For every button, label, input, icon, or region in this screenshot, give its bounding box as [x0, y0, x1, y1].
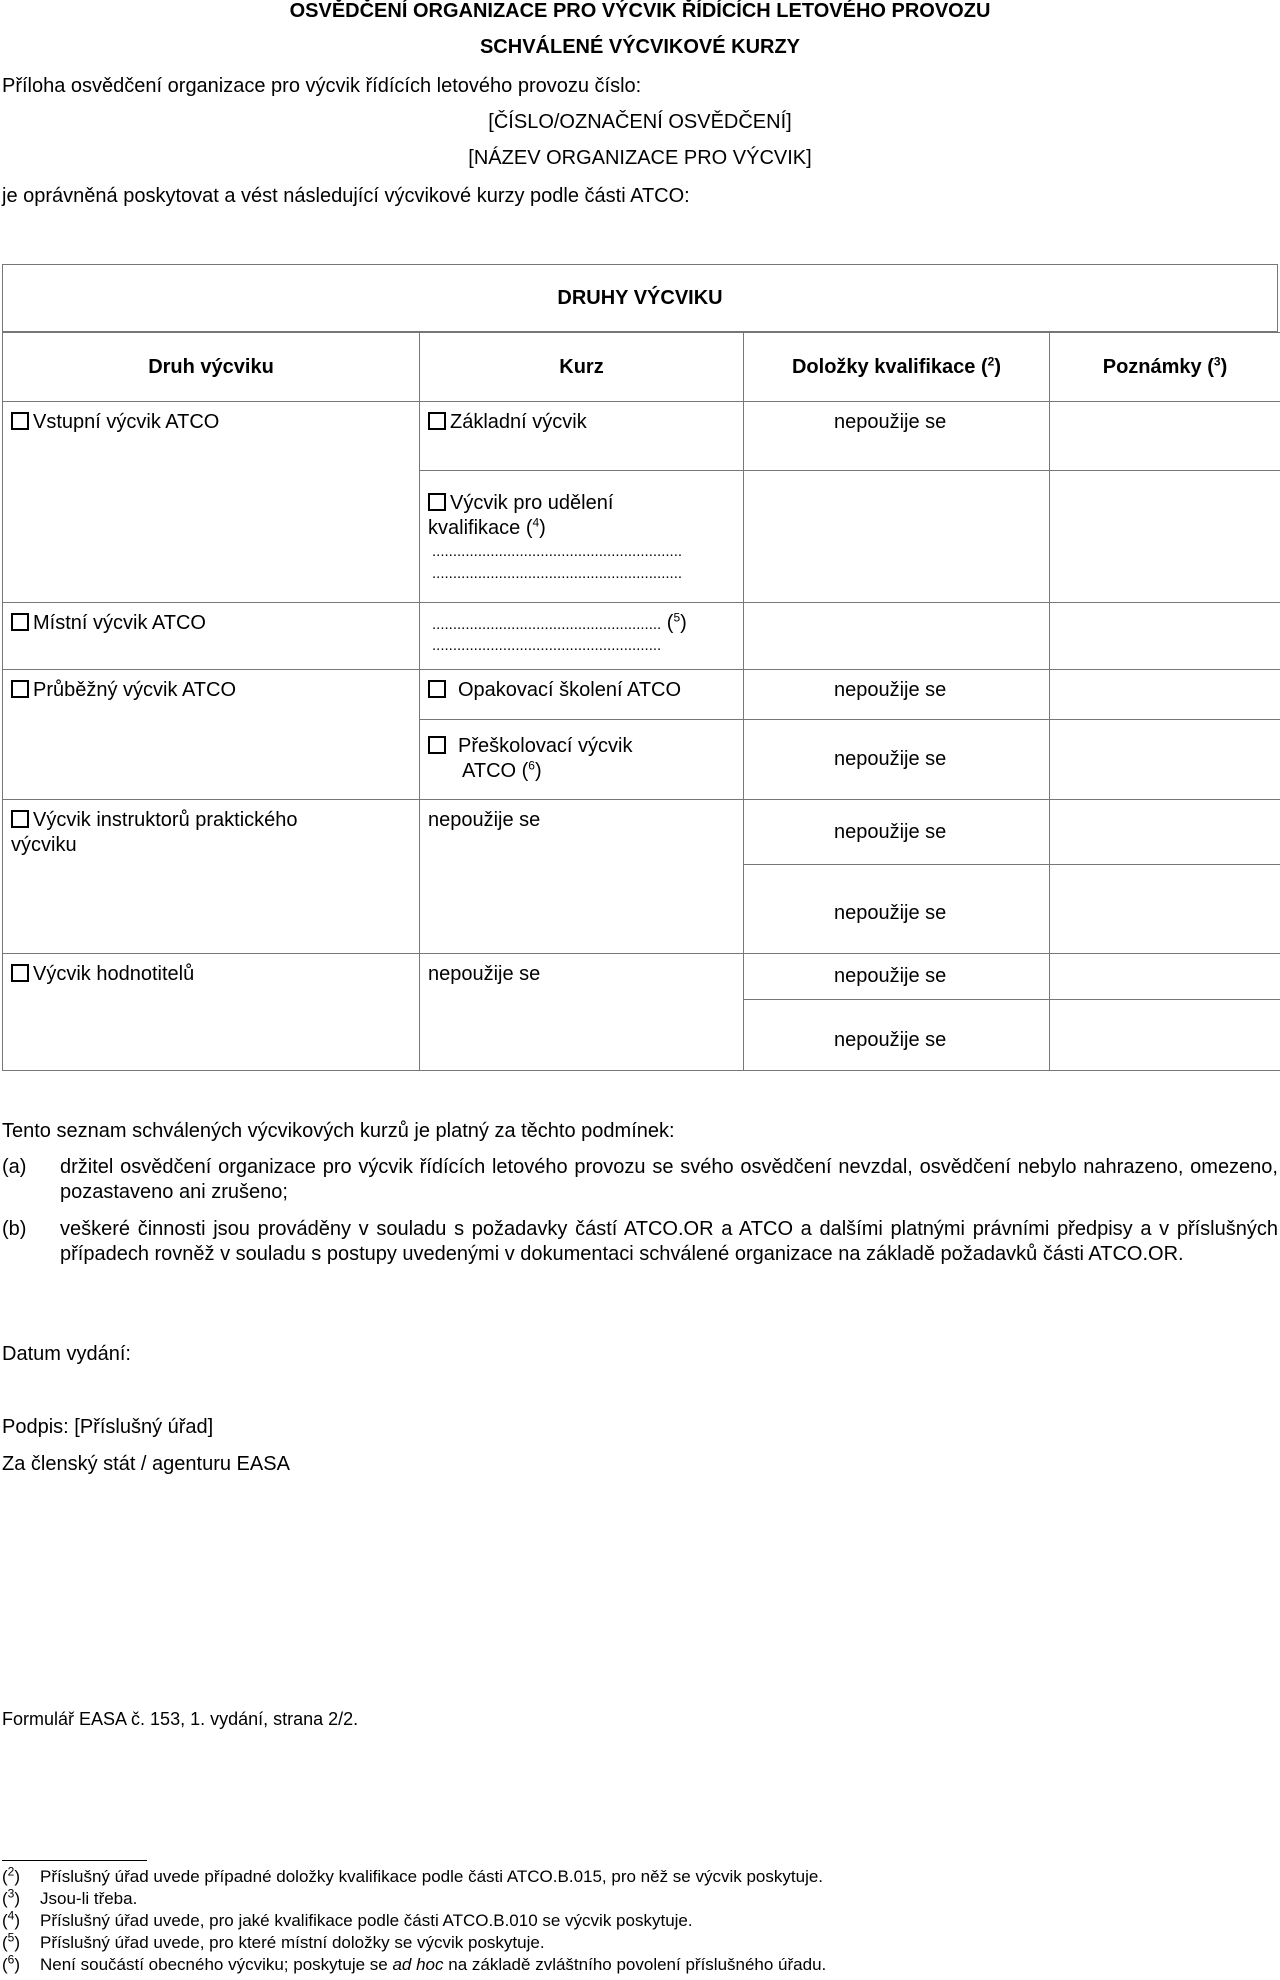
- table-header-row: [3, 333, 1280, 402]
- instruktori-label-2: výcviku: [11, 834, 77, 856]
- cell-na-1: [744, 402, 1050, 471]
- cell-instruktori: [3, 800, 420, 954]
- instruktori-checkbox[interactable]: [11, 810, 29, 828]
- footnote-5: ($^5$) Příslušný úřad uvede, pro které místní doložky se výcvik poskytuje.: [2, 1930, 545, 1952]
- cell-na-3: [744, 720, 1050, 800]
- opakovaci-checkbox[interactable]: [428, 680, 446, 698]
- na-text: nepoužije se: [428, 963, 541, 985]
- cell-note-1: [1050, 402, 1280, 471]
- cell-mistni: [3, 603, 420, 670]
- footnote-2: ($^2$) Příslušný úřad uvede případné doložky kvalifikace podle části ATCO.B.015, pro něž se výcvik poskytuje.: [2, 1864, 824, 1886]
- na-text: nepoužije se: [834, 679, 947, 701]
- intro-line: je oprávněná poskytovat a vést následující výcvikové kurzy podle části ATCO:: [2, 185, 690, 207]
- condition-b: [2, 1217, 1278, 1267]
- cell-na-7: [744, 1000, 1050, 1071]
- cell-hodnotitele-kurz: [420, 954, 744, 1071]
- footnote-6: ($^6$) Není součástí obecného výcviku; poskytuje se ad hoc na základě zvláštního povolení příslušného úřadu.: [2, 1952, 827, 1974]
- cell-note-2: [1050, 670, 1280, 720]
- certificate-number: [ČÍSLO/OZNAČENÍ OSVĚDČENÍ]: [488, 111, 792, 133]
- preskolovaci-label-1: Přeškolovací výcvik: [458, 735, 633, 757]
- hodnotitele-label: Výcvik hodnotitelů: [33, 963, 195, 985]
- cell-instruktori-kurz: [420, 800, 744, 954]
- cell-mistni-dolozky: [744, 603, 1050, 670]
- prubezny-label: Průběžný výcvik ATCO: [33, 679, 237, 701]
- instruktori-label-1: Výcvik instruktorů praktického: [33, 809, 298, 831]
- condition-b-label: (b): [2, 1218, 27, 1240]
- cell-na-6: [744, 954, 1050, 1000]
- col-header-dolozky: Doložky kvalifikace ($^2$): [744, 333, 1050, 402]
- table-row: [3, 800, 1280, 865]
- table-row: [3, 670, 1280, 720]
- cell-opakovaci: [420, 670, 744, 720]
- document-subtitle: SCHVÁLENÉ VÝCVIKOVÉ KURZY: [479, 36, 801, 58]
- col-header-poznamky: Poznámky ($^3$): [1050, 333, 1280, 402]
- mistni-label: Místní výcvik ATCO: [33, 612, 206, 634]
- cell-na-2: [744, 670, 1050, 720]
- vstupni-checkbox[interactable]: [11, 412, 29, 430]
- hodnotitele-checkbox[interactable]: [11, 964, 29, 982]
- cell-kvalifikace-dolozky: [744, 471, 1050, 603]
- cell-note-7: [1050, 1000, 1280, 1071]
- annex-line: Příloha osvědčení organizace pro výcvik řídících letového provozu číslo:: [2, 75, 642, 97]
- table-caption-box: [2, 264, 1278, 332]
- condition-b-text: veškeré činnosti jsou prováděny v souladu s požadavky částí ATCO.OR a ATCO a dalšími platnými právními předpisy a v příslušných případech rovněž v souladu s postupy uvedenými v dokumentaci schválené organizace na základě požadavků části ATCO.OR.: [60, 1218, 1278, 1265]
- prubezny-checkbox[interactable]: [11, 680, 29, 698]
- cell-note-6: [1050, 954, 1280, 1000]
- cell-kvalifikace-note: [1050, 471, 1280, 603]
- issue-date-label: Datum vydání:: [2, 1343, 131, 1365]
- table-row: [3, 402, 1280, 471]
- table-row: [3, 603, 1280, 670]
- kvalifikace-label-1: Výcvik pro udělení: [450, 492, 614, 514]
- na-text: nepoužije se: [834, 965, 947, 987]
- col-header-druh: Druh výcviku: [3, 333, 420, 402]
- footnote-3: ($^3$) Jsou-li třeba.: [2, 1886, 138, 1908]
- mistni-dots-1: .......................................................: [432, 616, 662, 633]
- preskolovaci-label-2: ATCO: [462, 760, 517, 782]
- table-row: [3, 954, 1280, 1000]
- condition-a-label: (a): [2, 1156, 27, 1178]
- cell-vstupni: [3, 402, 420, 603]
- cell-na-4: [744, 800, 1050, 865]
- cell-preskolovaci: Přeškolovací výcvik ATCO ($^6$): [420, 720, 744, 800]
- cell-kvalifikace: Výcvik pro udělení kvalifikace ($^4$) ............................................................ ............................................................: [420, 471, 744, 603]
- kvalifikace-dots-2: ............................................................: [432, 565, 683, 582]
- mistni-dots-2: .......................................................: [432, 637, 662, 654]
- na-text: nepoužije se: [428, 809, 541, 831]
- cell-note-4: [1050, 800, 1280, 865]
- table-caption: DRUHY VÝCVIKU: [557, 286, 723, 309]
- cell-hodnotitele: [3, 954, 420, 1071]
- organization-name: [NÁZEV ORGANIZACE PRO VÝCVIK]: [468, 147, 812, 169]
- zakladni-checkbox[interactable]: [428, 412, 446, 430]
- training-types-table: [2, 332, 1280, 1071]
- member-state-label: Za členský stát / agenturu EASA: [2, 1453, 290, 1475]
- footnote-separator: [2, 1860, 147, 1861]
- document-title: OSVĚDČENÍ ORGANIZACE PRO VÝCVIK ŘÍDÍCÍCH LETOVÉHO PROVOZU: [289, 0, 991, 22]
- condition-a-text: držitel osvědčení organizace pro výcvik řídících letového provozu se svého osvědčení nevzdal, osvědčení nebylo nahrazeno, omezeno, pozastaveno ani zrušeno;: [60, 1156, 1278, 1203]
- na-text: nepoužije se: [834, 411, 947, 433]
- kvalifikace-checkbox[interactable]: [428, 493, 446, 511]
- zakladni-label: Základní výcvik: [450, 411, 587, 433]
- cell-zakladni: [420, 402, 744, 471]
- cell-mistni-kurz: ....................................................... ($^5$) .......................................................: [420, 603, 744, 670]
- conditions-intro: Tento seznam schválených výcvikových kurzů je platný za těchto podmínek:: [2, 1120, 675, 1142]
- condition-a: [2, 1155, 1278, 1205]
- cell-note-3: [1050, 720, 1280, 800]
- cell-note-5: [1050, 865, 1280, 954]
- na-text: nepoužije se: [834, 821, 947, 843]
- signature-label: Podpis: [Příslušný úřad]: [2, 1416, 214, 1438]
- col-header-kurz: Kurz: [420, 333, 744, 402]
- cell-mistni-note: [1050, 603, 1280, 670]
- na-text: nepoužije se: [834, 1029, 947, 1051]
- footnote-4: ($^4$) Příslušný úřad uvede, pro jaké kvalifikace podle části ATCO.B.010 se výcvik poskytuje.: [2, 1908, 693, 1930]
- kvalifikace-dots-1: ............................................................: [432, 543, 683, 560]
- mistni-checkbox[interactable]: [11, 613, 29, 631]
- vstupni-label: Vstupní výcvik ATCO: [33, 411, 220, 433]
- kvalifikace-label-2: kvalifikace: [428, 517, 521, 539]
- cell-prubezny: [3, 670, 420, 800]
- na-text: nepoužije se: [834, 748, 947, 770]
- na-text: nepoužije se: [834, 902, 947, 924]
- opakovaci-label: Opakovací školení ATCO: [458, 679, 682, 701]
- form-reference: Formulář EASA č. 153, 1. vydání, strana 2/2.: [2, 1709, 359, 1729]
- cell-na-5: [744, 865, 1050, 954]
- preskolovaci-checkbox[interactable]: [428, 736, 446, 754]
